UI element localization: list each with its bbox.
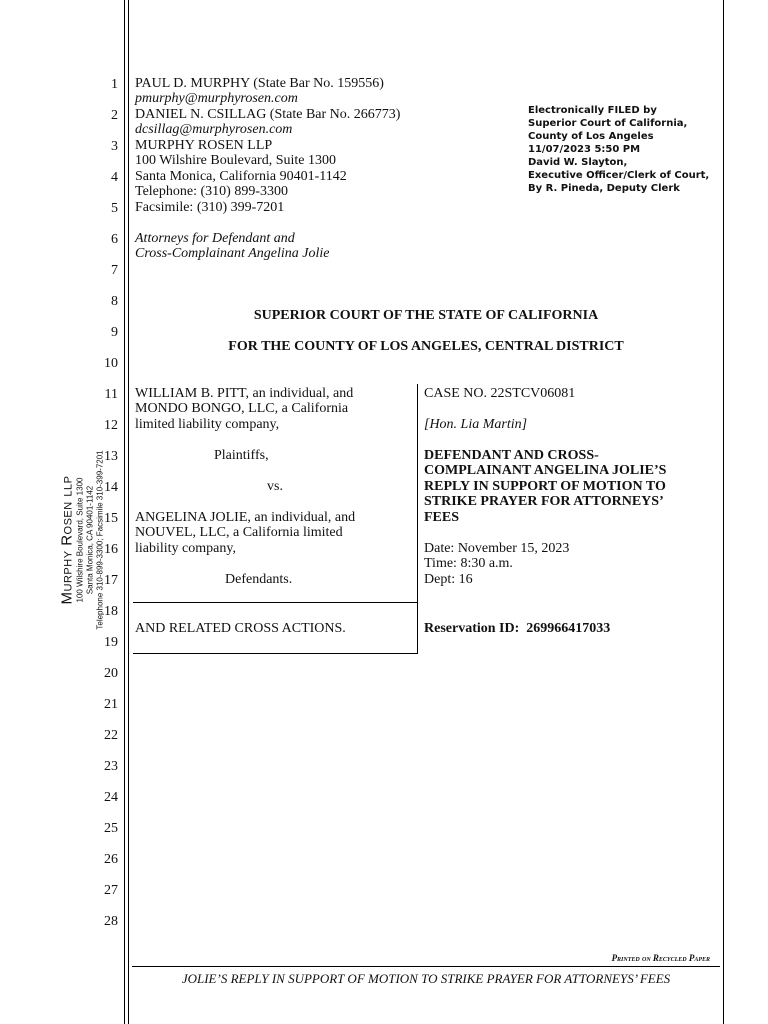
attorneys-for-line-2: Cross-Complainant Angelina Jolie bbox=[135, 246, 330, 261]
filed-stamp-line: Electronically FILED by bbox=[528, 105, 657, 116]
sidebar-firm-phone: Telephone 310-899-3300; Facsimile 310-399-7201 bbox=[95, 450, 105, 630]
plaintiff-line-2: MONDO BONGO, LLC, a California bbox=[135, 401, 349, 416]
attorney-email-1: pmurphy@murphyrosen.com bbox=[135, 91, 298, 106]
line-number: 8 bbox=[111, 294, 118, 309]
line-number: 12 bbox=[104, 418, 118, 433]
case-number: CASE NO. 22STCV06081 bbox=[424, 386, 576, 401]
line-number: 7 bbox=[111, 263, 118, 278]
line-number: 28 bbox=[104, 914, 118, 929]
attorneys-for-line-1: Attorneys for Defendant and bbox=[135, 231, 295, 246]
line-number: 25 bbox=[104, 821, 118, 836]
line-number: 27 bbox=[104, 883, 118, 898]
left-margin-rule-inner bbox=[128, 0, 129, 1024]
filed-stamp-line: County of Los Angeles bbox=[528, 131, 654, 142]
filed-stamp-line: Superior Court of California, bbox=[528, 118, 688, 129]
sidebar-firm-name: Murphy Rosen llp bbox=[58, 475, 76, 605]
line-number: 2 bbox=[111, 108, 118, 123]
hearing-dept: Dept: 16 bbox=[424, 572, 473, 587]
defendant-line-2: NOUVEL, LLC, a California limited bbox=[135, 525, 343, 540]
line-number: 13 bbox=[104, 449, 118, 464]
line-number: 9 bbox=[111, 325, 118, 340]
plaintiff-line-1: WILLIAM B. PITT, an individual, and bbox=[135, 386, 354, 401]
line-number: 14 bbox=[104, 480, 118, 495]
court-heading-2: FOR THE COUNTY OF LOS ANGELES, CENTRAL DISTRICT bbox=[228, 339, 624, 354]
line-number: 5 bbox=[111, 201, 118, 216]
firm-name: MURPHY ROSEN LLP bbox=[135, 138, 273, 153]
footer-title: JOLIE’S REPLY IN SUPPORT OF MOTION TO STRIKE PRAYER FOR ATTORNEYS’ FEES bbox=[181, 971, 671, 986]
line-number: 16 bbox=[104, 542, 118, 557]
document-title-line-4: STRIKE PRAYER FOR ATTORNEYS’ bbox=[424, 494, 664, 509]
caption-divider bbox=[133, 602, 417, 603]
judge-name: [Hon. Lia Martin] bbox=[424, 417, 528, 432]
line-number: 11 bbox=[104, 387, 118, 402]
line-number: 24 bbox=[104, 790, 118, 805]
versus-label: vs. bbox=[267, 479, 283, 494]
defendant-line-3: liability company, bbox=[135, 541, 236, 556]
defendants-label: Defendants. bbox=[225, 572, 293, 587]
hearing-time: Time: 8:30 a.m. bbox=[424, 556, 513, 571]
filed-stamp-line: David W. Slayton, bbox=[528, 157, 628, 168]
document-title-line-3: REPLY IN SUPPORT OF MOTION TO bbox=[424, 479, 666, 494]
attorney-line-1: PAUL D. MURPHY (State Bar No. 159556) bbox=[135, 76, 384, 91]
line-number: 3 bbox=[111, 139, 118, 154]
attorney-email-2: dcsillag@murphyrosen.com bbox=[135, 122, 293, 137]
line-number: 15 bbox=[104, 511, 118, 526]
document-title-line-1: DEFENDANT AND CROSS- bbox=[424, 448, 599, 463]
filed-stamp-line: 11/07/2023 5:50 PM bbox=[528, 144, 641, 155]
caption-bottom-rule bbox=[133, 653, 417, 654]
firm-address-1: 100 Wilshire Boulevard, Suite 1300 bbox=[135, 153, 336, 168]
footer-rule bbox=[132, 966, 720, 967]
attorney-line-2: DANIEL N. CSILLAG (State Bar No. 266773) bbox=[135, 107, 401, 122]
sidebar-firm-address1: 100 Wilshire Boulevard, Suite 1300 bbox=[75, 477, 85, 603]
line-number: 6 bbox=[111, 232, 118, 247]
hearing-date: Date: November 15, 2023 bbox=[424, 541, 570, 556]
line-number: 22 bbox=[104, 728, 118, 743]
reservation-id bbox=[424, 621, 610, 637]
filed-stamp-line: By R. Pineda, Deputy Clerk bbox=[528, 183, 680, 194]
line-number: 26 bbox=[104, 852, 118, 867]
filed-stamp bbox=[528, 104, 728, 195]
plaintiffs-label: Plaintiffs, bbox=[214, 448, 269, 463]
firm-address-2: Santa Monica, California 90401-1142 bbox=[135, 169, 347, 184]
line-number: 10 bbox=[104, 356, 118, 371]
court-heading-1: SUPERIOR COURT OF THE STATE OF CALIFORNIA bbox=[253, 308, 599, 323]
line-number: 20 bbox=[104, 666, 118, 681]
defendant-line-1: ANGELINA JOLIE, an individual, and bbox=[135, 510, 356, 525]
firm-telephone: Telephone: (310) 899-3300 bbox=[135, 184, 288, 199]
reservation-id-value: 269966417033 bbox=[526, 621, 611, 636]
filed-stamp-line: Executive Officer/Clerk of Court, bbox=[528, 170, 710, 181]
sidebar-firm-address2: Santa Monica, CA 90401-1142 bbox=[85, 485, 95, 595]
line-number: 1 bbox=[111, 77, 118, 92]
line-number: 23 bbox=[104, 759, 118, 774]
left-margin-rule-outer bbox=[124, 0, 125, 1024]
plaintiff-line-3: limited liability company, bbox=[135, 417, 280, 432]
sidebar-firm-info bbox=[59, 450, 106, 629]
document-title-line-2: COMPLAINANT ANGELINA JOLIE’S bbox=[424, 463, 667, 478]
recycled-paper-note: Printed on Recycled Paper bbox=[611, 953, 710, 963]
caption-vertical-rule bbox=[417, 384, 418, 654]
line-number: 18 bbox=[104, 604, 118, 619]
line-number: 17 bbox=[104, 573, 118, 588]
firm-facsimile: Facsimile: (310) 399-7201 bbox=[135, 200, 285, 215]
reservation-id-label: Reservation ID: bbox=[424, 621, 520, 636]
line-number: 19 bbox=[104, 635, 118, 650]
related-cross-actions: AND RELATED CROSS ACTIONS. bbox=[135, 621, 346, 636]
line-number: 4 bbox=[111, 170, 118, 185]
line-number: 21 bbox=[104, 697, 118, 712]
document-title-line-5: FEES bbox=[424, 510, 460, 525]
